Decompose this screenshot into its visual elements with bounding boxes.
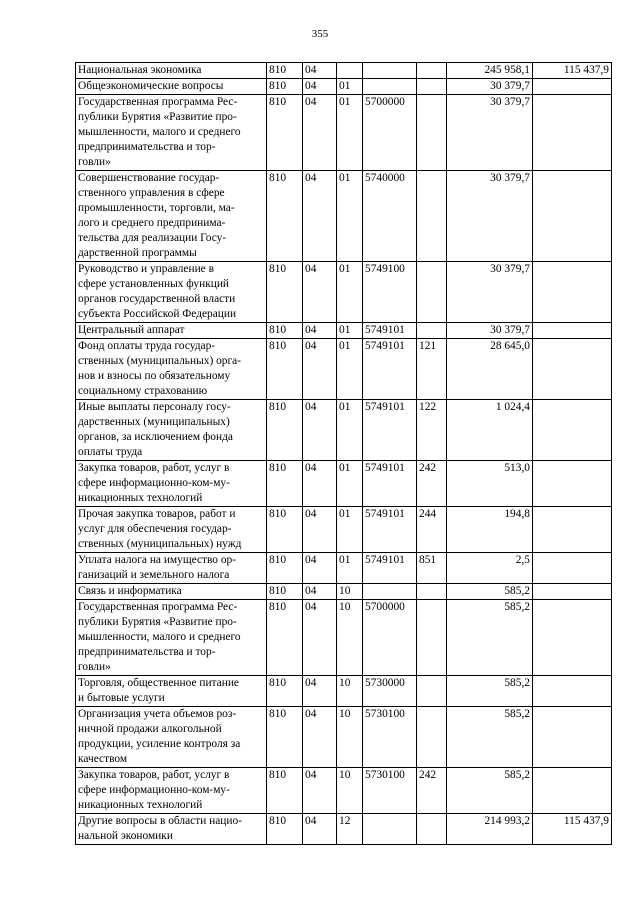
cell-sum-1: 28 645,0 [447,339,533,400]
cell-name: Другие вопросы в области нацио- нальной экономики [76,814,267,845]
cell-csr [363,79,417,95]
cell-rz: 04 [303,553,337,584]
cell-sum-1: 513,0 [447,461,533,507]
cell-name: Государственная программа Рес- публики Бурятия «Развитие про- мышленности, малого и среднего предпринимательства и тор- говли» [76,95,267,171]
cell-vr [417,676,447,707]
table-row [76,79,612,95]
cell-csr: 5730100 [363,707,417,768]
cell-grbs: 810 [267,323,303,339]
cell-grbs: 810 [267,95,303,171]
cell-rz: 04 [303,339,337,400]
cell-name: Торговля, общественное питание и бытовые услуги [76,676,267,707]
table-row [76,600,612,676]
cell-sum-1: 585,2 [447,707,533,768]
cell-sum-2 [533,707,612,768]
cell-grbs: 810 [267,707,303,768]
cell-vr [417,171,447,262]
cell-name: Закупка товаров, работ, услуг в сфере информационно-ком-му- никационных технологий [76,768,267,814]
cell-sum-1: 30 379,7 [447,323,533,339]
cell-sum-2 [533,600,612,676]
table-row [76,461,612,507]
cell-rz: 04 [303,95,337,171]
cell-grbs: 810 [267,339,303,400]
cell-name: Национальная экономика [76,63,267,79]
table-row [76,171,612,262]
cell-sum-2 [533,507,612,553]
cell-sum-1: 30 379,7 [447,79,533,95]
table-row [76,584,612,600]
cell-sum-2: 115 437,9 [533,814,612,845]
cell-pr: 12 [337,814,363,845]
cell-sum-2: 115 437,9 [533,63,612,79]
cell-name: Фонд оплаты труда государ- ственных (муниципальных) орга- нов и взносы по обязательному социальному страхованию [76,339,267,400]
cell-csr: 5749101 [363,339,417,400]
cell-grbs: 810 [267,676,303,707]
cell-csr: 5730100 [363,768,417,814]
cell-csr: 5749101 [363,553,417,584]
cell-sum-2 [533,95,612,171]
cell-sum-2 [533,79,612,95]
cell-pr [337,63,363,79]
cell-sum-2 [533,339,612,400]
cell-rz: 04 [303,600,337,676]
cell-vr [417,79,447,95]
table-row [76,262,612,323]
cell-name: Связь и информатика [76,584,267,600]
table-row [76,63,612,79]
cell-vr [417,262,447,323]
cell-name: Руководство и управление в сфере установленных функций органов государственной власти субъекта Российской Федерации [76,262,267,323]
budget-table [75,62,612,845]
cell-sum-1: 1 024,4 [447,400,533,461]
cell-grbs: 810 [267,400,303,461]
table-row [76,95,612,171]
cell-rz: 04 [303,400,337,461]
cell-grbs: 810 [267,553,303,584]
cell-sum-1: 30 379,7 [447,171,533,262]
cell-rz: 04 [303,507,337,553]
cell-csr: 5749101 [363,400,417,461]
cell-rz: 04 [303,262,337,323]
table-row [76,323,612,339]
cell-sum-2 [533,676,612,707]
table-row [76,400,612,461]
cell-vr [417,814,447,845]
cell-pr: 01 [337,461,363,507]
cell-vr: 242 [417,768,447,814]
cell-sum-2 [533,553,612,584]
cell-vr: 244 [417,507,447,553]
cell-pr: 01 [337,323,363,339]
cell-rz: 04 [303,171,337,262]
cell-rz: 04 [303,63,337,79]
cell-sum-2 [533,323,612,339]
cell-sum-1: 585,2 [447,600,533,676]
cell-grbs: 810 [267,171,303,262]
table-row [76,553,612,584]
cell-sum-1: 245 958,1 [447,63,533,79]
cell-pr: 10 [337,768,363,814]
cell-pr: 01 [337,262,363,323]
cell-sum-1: 194,8 [447,507,533,553]
cell-vr: 242 [417,461,447,507]
cell-name: Совершенствование государ- ственного управления в сфере промышленности, торговли, ма- лого и среднего предпринима- тельства для реализации Госу- дарственной программы [76,171,267,262]
table-row [76,707,612,768]
table-row [76,814,612,845]
cell-sum-1: 30 379,7 [447,262,533,323]
cell-sum-2 [533,171,612,262]
table-row [76,507,612,553]
cell-pr: 01 [337,95,363,171]
cell-grbs: 810 [267,63,303,79]
cell-grbs: 810 [267,79,303,95]
cell-rz: 04 [303,323,337,339]
cell-rz: 04 [303,768,337,814]
cell-sum-1: 585,2 [447,676,533,707]
cell-csr: 5700000 [363,600,417,676]
cell-csr [363,584,417,600]
cell-name: Прочая закупка товаров, работ и услуг для обеспечения государ- ственных (муниципальных) нужд [76,507,267,553]
cell-csr: 5749101 [363,323,417,339]
cell-vr: 851 [417,553,447,584]
cell-sum-2 [533,584,612,600]
cell-pr: 10 [337,600,363,676]
cell-vr: 121 [417,339,447,400]
cell-sum-1: 2,5 [447,553,533,584]
cell-vr [417,600,447,676]
cell-sum-1: 585,2 [447,584,533,600]
cell-rz: 04 [303,461,337,507]
cell-rz: 04 [303,79,337,95]
cell-pr: 01 [337,400,363,461]
table-row [76,676,612,707]
cell-grbs: 810 [267,600,303,676]
cell-pr: 10 [337,676,363,707]
cell-name: Организация учета объемов роз- ничной продажи алкогольной продукции, усиление контроля за качеством [76,707,267,768]
cell-csr: 5749101 [363,461,417,507]
cell-grbs: 810 [267,262,303,323]
cell-csr: 5730000 [363,676,417,707]
cell-sum-1: 214 993,2 [447,814,533,845]
cell-vr [417,323,447,339]
cell-name: Общеэкономические вопросы [76,79,267,95]
cell-vr [417,95,447,171]
cell-pr: 01 [337,171,363,262]
cell-csr: 5749100 [363,262,417,323]
cell-name: Закупка товаров, работ, услуг в сфере информационно-ком-му- никационных технологий [76,461,267,507]
cell-sum-2 [533,400,612,461]
cell-pr: 01 [337,553,363,584]
cell-csr: 5700000 [363,95,417,171]
cell-vr [417,63,447,79]
table-row [76,768,612,814]
table-row [76,339,612,400]
cell-sum-2 [533,768,612,814]
cell-rz: 04 [303,676,337,707]
cell-name: Уплата налога на имущество ор- ганизаций и земельного налога [76,553,267,584]
cell-csr: 5740000 [363,171,417,262]
cell-sum-2 [533,461,612,507]
cell-pr: 10 [337,584,363,600]
cell-vr [417,584,447,600]
cell-rz: 04 [303,814,337,845]
cell-sum-2 [533,262,612,323]
cell-csr: 5749101 [363,507,417,553]
cell-grbs: 810 [267,461,303,507]
cell-vr [417,707,447,768]
cell-pr: 10 [337,707,363,768]
cell-sum-1: 30 379,7 [447,95,533,171]
cell-pr: 01 [337,339,363,400]
cell-name: Государственная программа Рес- публики Бурятия «Развитие про- мышленности, малого и среднего предпринимательства и тор- говли» [76,600,267,676]
cell-grbs: 810 [267,507,303,553]
page-number: 355 [311,28,329,40]
cell-pr: 01 [337,79,363,95]
cell-grbs: 810 [267,584,303,600]
cell-name: Центральный аппарат [76,323,267,339]
cell-vr: 122 [417,400,447,461]
cell-grbs: 810 [267,768,303,814]
cell-csr [363,63,417,79]
cell-grbs: 810 [267,814,303,845]
cell-sum-1: 585,2 [447,768,533,814]
cell-rz: 04 [303,584,337,600]
cell-name: Иные выплаты персоналу госу- дарственных (муниципальных) органов, за исключением фонда оплаты труда [76,400,267,461]
cell-csr [363,814,417,845]
cell-pr: 01 [337,507,363,553]
cell-rz: 04 [303,707,337,768]
